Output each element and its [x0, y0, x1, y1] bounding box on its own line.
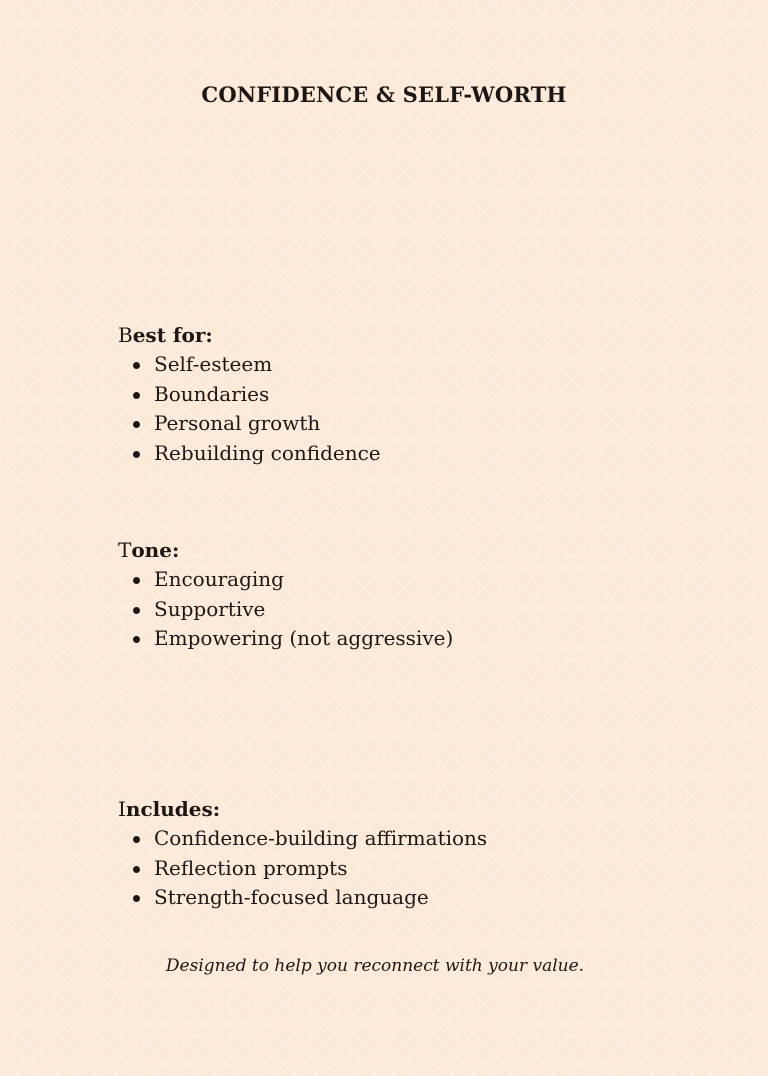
best-for-list — [118, 350, 718, 469]
heading-text: ncludes: — [125, 797, 221, 821]
list-item-text: Self-esteem — [154, 352, 273, 376]
list-item — [118, 624, 718, 654]
list-item — [118, 409, 718, 439]
list-item-text: Confidence-building affirmations — [154, 826, 488, 850]
includes-list — [118, 824, 718, 913]
heading-initial: T — [118, 538, 132, 562]
heading-text: one: — [131, 538, 180, 562]
best-for-section — [118, 320, 718, 469]
includes-section — [118, 794, 718, 913]
heading-text: est for: — [132, 323, 213, 347]
tone-list — [118, 565, 718, 654]
list-item — [118, 350, 718, 380]
bullet-icon — [133, 577, 140, 584]
section-heading — [118, 535, 718, 565]
list-item-text: Strength-focused language — [154, 885, 429, 910]
list-item — [118, 824, 718, 854]
list-item — [118, 854, 718, 884]
list-item — [118, 565, 718, 595]
page-title: CONFIDENCE & SELF-WORTH — [201, 82, 567, 107]
bullet-icon — [133, 451, 140, 458]
list-item-text: Personal growth — [154, 411, 321, 436]
list-item — [118, 595, 718, 625]
bullet-icon — [133, 362, 140, 369]
heading-initial: I — [118, 797, 126, 821]
bullet-icon — [133, 636, 140, 643]
bullet-icon — [133, 866, 140, 873]
list-item-text: Supportive — [154, 596, 266, 621]
list-item — [118, 439, 718, 469]
bullet-icon — [133, 895, 140, 902]
footer-note: Designed to help you reconnect with your value. — [165, 956, 585, 976]
list-item-text: Reflection prompts — [154, 855, 348, 880]
list-item-text: Empowering (not aggressive) — [154, 626, 454, 651]
bullet-icon — [133, 836, 140, 843]
section-heading — [118, 794, 718, 824]
tone-section — [118, 535, 718, 654]
bullet-icon — [133, 421, 140, 428]
list-item-text: Boundaries — [154, 381, 270, 406]
list-item — [118, 380, 718, 410]
list-item-text: Encouraging — [154, 567, 284, 591]
section-heading — [118, 320, 718, 350]
bullet-icon — [133, 392, 140, 399]
heading-initial: B — [118, 323, 133, 347]
bullet-icon — [133, 607, 140, 614]
list-item — [118, 883, 718, 913]
list-item-text: Rebuilding confidence — [154, 441, 381, 466]
